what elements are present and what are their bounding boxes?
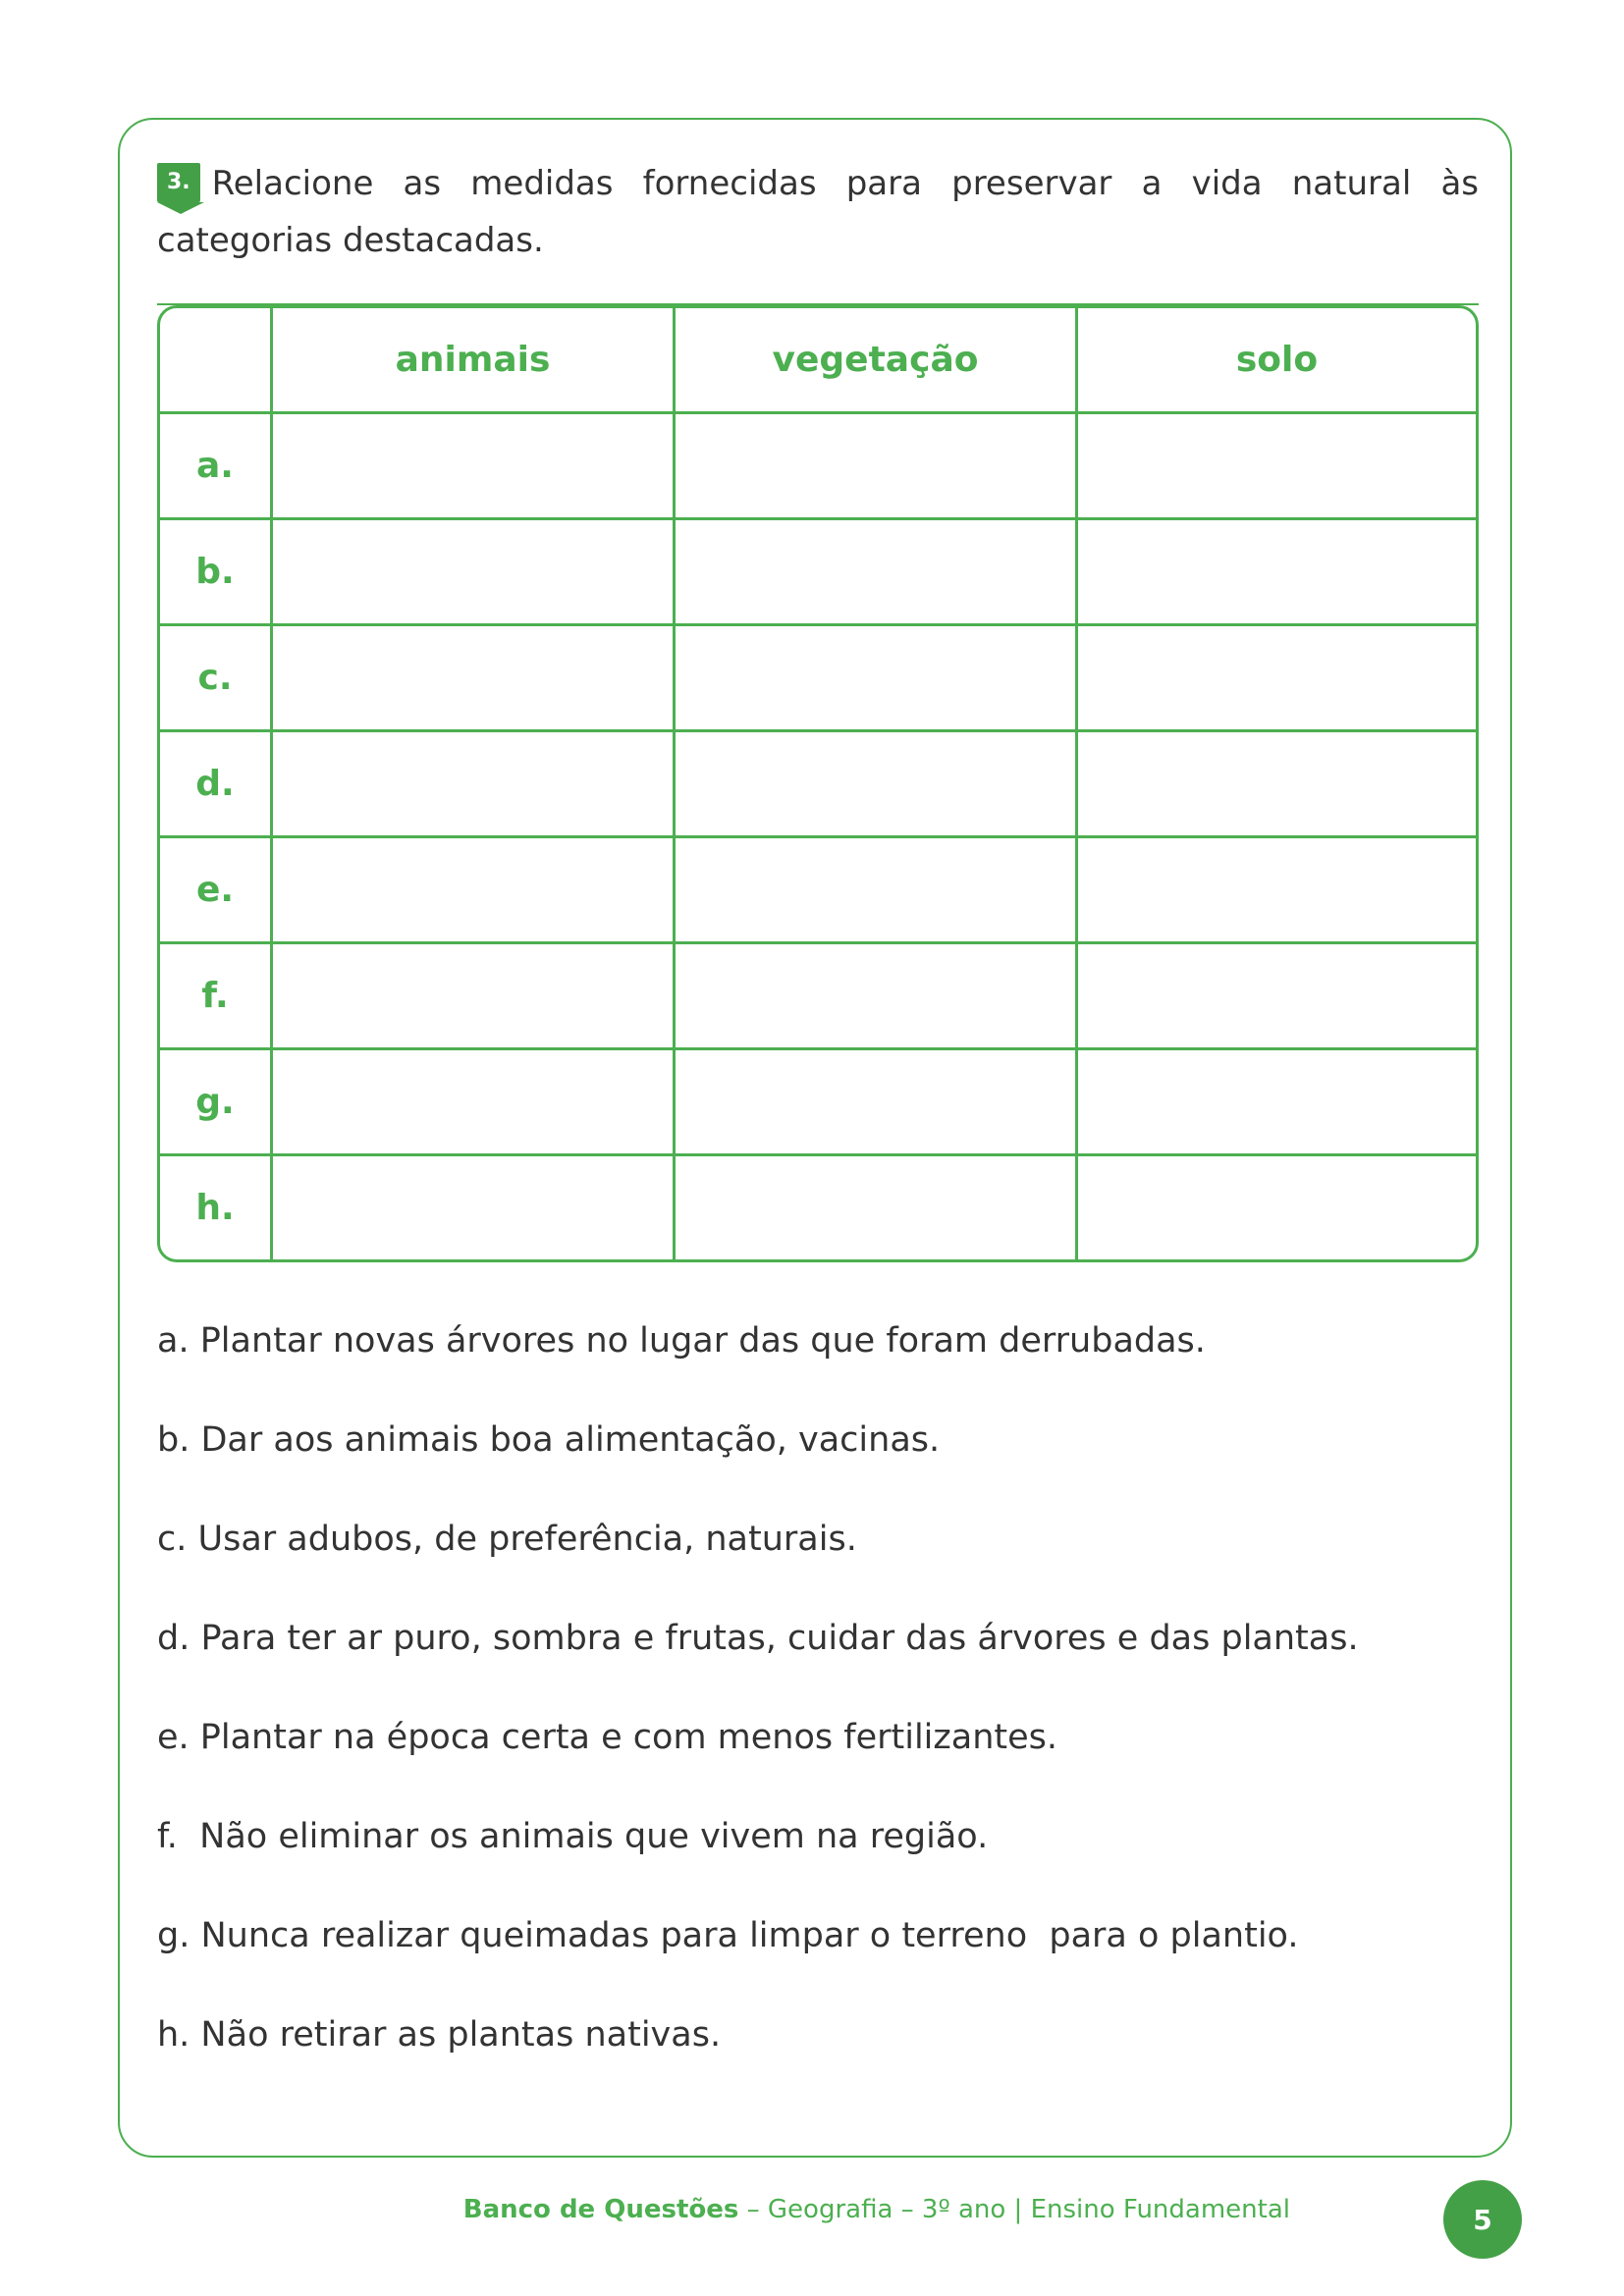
statement-b: b. Dar aos animais boa alimentação, vacinas.: [157, 1420, 941, 1460]
answer-cell-animais[interactable]: [273, 414, 676, 520]
answer-cell-solo[interactable]: [1078, 944, 1476, 1050]
question-prompt: [157, 155, 1479, 269]
answer-cell-solo[interactable]: [1078, 414, 1476, 520]
table-row: [160, 732, 1476, 838]
answer-cell-vegetacao[interactable]: [676, 944, 1078, 1050]
statement-f: f. Não eliminar os animais que vivem na região.: [157, 1817, 989, 1856]
row-label: a.: [160, 414, 273, 520]
header-vegetacao: vegetação: [676, 308, 1078, 414]
answer-cell-vegetacao[interactable]: [676, 838, 1078, 944]
question-text: Relacione as medidas fornecidas para preservar a vida natural às categorias destacadas.: [157, 164, 1479, 260]
answer-cell-vegetacao[interactable]: [676, 732, 1078, 838]
answer-cell-vegetacao[interactable]: [676, 414, 1078, 520]
answer-cell-solo[interactable]: [1078, 626, 1476, 732]
table-row: [160, 1050, 1476, 1156]
table-row: [160, 1156, 1476, 1259]
answer-cell-solo[interactable]: [1078, 1050, 1476, 1156]
answer-cell-solo[interactable]: [1078, 1156, 1476, 1259]
statement-d: d. Para ter ar puro, sombra e frutas, cuidar das árvores e das plantas.: [157, 1619, 1359, 1658]
row-label: g.: [160, 1050, 273, 1156]
header-animais: animais: [273, 308, 676, 414]
statement-c: c. Usar adubos, de preferência, naturais.: [157, 1520, 857, 1559]
row-label: f.: [160, 944, 273, 1050]
table-row: [160, 414, 1476, 520]
header-solo: solo: [1078, 308, 1476, 414]
table-header-row: [160, 308, 1476, 414]
answer-cell-animais[interactable]: [273, 944, 676, 1050]
row-label: h.: [160, 1156, 273, 1259]
statement-g: g. Nunca realizar queimadas para limpar o terreno para o plantio.: [157, 1916, 1299, 1955]
page-number-badge: 5: [1443, 2180, 1522, 2259]
statement-a: a. Plantar novas árvores no lugar das que foram derrubadas.: [157, 1321, 1206, 1361]
statement-list: [157, 1317, 1479, 2110]
footer-title: Banco de Questões: [462, 2195, 739, 2224]
statement-e: e. Plantar na época certa e com menos fertilizantes.: [157, 1718, 1058, 1757]
answer-cell-animais[interactable]: [273, 520, 676, 626]
answer-cell-vegetacao[interactable]: [676, 626, 1078, 732]
row-label: c.: [160, 626, 273, 732]
answer-cell-solo[interactable]: [1078, 732, 1476, 838]
footer-caption: [463, 2195, 1290, 2224]
classification-table: [157, 305, 1479, 1262]
answer-cell-animais[interactable]: [273, 626, 676, 732]
answer-cell-vegetacao[interactable]: [676, 1156, 1078, 1259]
row-label: e.: [160, 838, 273, 944]
footer-subtitle: – Geografia – 3º ano | Ensino Fundamental: [738, 2195, 1290, 2224]
answer-cell-solo[interactable]: [1078, 520, 1476, 626]
table-row: [160, 626, 1476, 732]
answer-cell-animais[interactable]: [273, 838, 676, 944]
answer-cell-animais[interactable]: [273, 1050, 676, 1156]
answer-cell-animais[interactable]: [273, 1156, 676, 1259]
statement-h: h. Não retirar as plantas nativas.: [157, 2015, 722, 2055]
answer-cell-solo[interactable]: [1078, 838, 1476, 944]
answer-cell-animais[interactable]: [273, 732, 676, 838]
answer-cell-vegetacao[interactable]: [676, 1050, 1078, 1156]
answer-cell-vegetacao[interactable]: [676, 520, 1078, 626]
table-row: [160, 838, 1476, 944]
row-label: b.: [160, 520, 273, 626]
table-row: [160, 520, 1476, 626]
header-corner-cell: [160, 308, 273, 414]
row-label: d.: [160, 732, 273, 838]
table-row: [160, 944, 1476, 1050]
question-number-badge: 3.: [157, 163, 200, 202]
